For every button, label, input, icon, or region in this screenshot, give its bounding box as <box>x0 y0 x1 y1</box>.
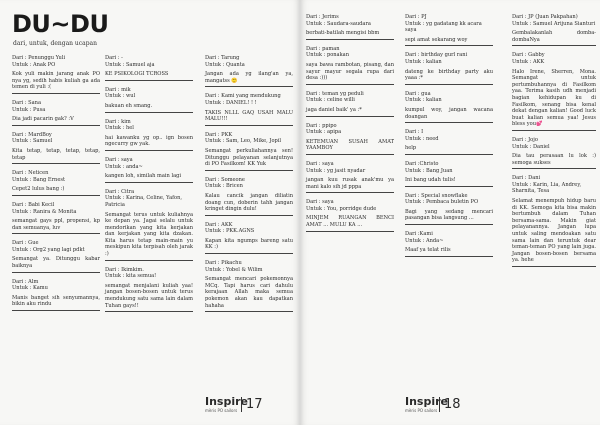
message-entry <box>306 123 394 155</box>
message-entry <box>105 189 193 261</box>
message-text: Manis banget sih senyumannya, bikin aku rindu <box>12 294 100 308</box>
message-from: Dari : JP (Juan Pakpahan) <box>512 14 578 20</box>
message-to: Untuk : kalian <box>405 58 442 65</box>
message-to: Untuk : Daniel <box>512 143 550 150</box>
message-from: Dari : teman yg peduli <box>306 90 364 97</box>
message-to: Untuk : Yobel & Wilim <box>205 266 263 273</box>
right-column-1 <box>306 14 394 238</box>
message-to: Untuk : hel <box>105 125 134 132</box>
message-to: Untuk : Quanta <box>205 61 245 68</box>
message-to: Untuk : wul <box>105 93 136 100</box>
message-from: Dari : Tarung <box>205 55 240 61</box>
message-to: Untuk : Saudara-saudara <box>306 20 371 27</box>
left-column-1 <box>12 55 100 317</box>
message-text: TAKIS NLLL GAQ USAH MALU MALU!!! <box>205 109 293 123</box>
message-to: Untuk : Sam, Leo, Mike, Jopil <box>205 138 282 145</box>
page-subtitle: dari, untuk, dengan ucapan <box>13 40 98 47</box>
message-to: Untuk : kalian <box>405 97 442 104</box>
message-text: Gembalakanlah domba-dombaNya <box>512 30 596 43</box>
message-entry <box>405 193 493 225</box>
message-entry <box>12 100 100 126</box>
message-entry <box>405 14 493 46</box>
message-entry <box>306 91 394 117</box>
footer-brand: Inspire <box>205 395 249 408</box>
message-to: Untuk : PKK.AGNS <box>205 228 255 235</box>
message-text: help <box>405 145 417 152</box>
message-text: Dia tau perasaan lu lok :) semoga sukses <box>512 153 596 166</box>
message-to: Untuk : need <box>405 135 439 142</box>
message-from: Dari : - <box>105 55 123 61</box>
message-to: Untuk : Anak PO <box>12 61 56 68</box>
message-from: Dari : Alm <box>12 278 39 285</box>
page-number: 17 <box>241 397 263 412</box>
message-text: saya bawa rambotan, pisang, dan sayur mayur segala rupa dari desa :))) <box>306 61 394 82</box>
message-to: Untuk : Karin, Lia, Andrey, Sharnita, Tesa <box>512 181 582 195</box>
message-text: hai kawanku yg op.. ign bosen ngecurry gw yak. <box>105 134 193 148</box>
message-to: Untuk : Bricen <box>205 183 243 190</box>
footer-tagline: mèris PO sailors <box>205 408 238 413</box>
message-entry <box>105 87 193 113</box>
left-column-2 <box>105 55 193 318</box>
message-from: Dari : paman <box>306 45 340 52</box>
message-entry <box>512 14 596 46</box>
message-entry <box>306 161 394 193</box>
message-entry <box>205 260 293 312</box>
message-entry <box>12 279 100 311</box>
message-entry <box>105 267 193 313</box>
right-page <box>300 0 600 425</box>
page-footer <box>205 395 263 413</box>
message-entry <box>12 132 100 164</box>
message-text: Cepet2 lulus bang :) <box>12 186 65 193</box>
message-entry <box>512 52 596 131</box>
message-text: kumpul woy, jangan wacana doangan <box>405 106 493 120</box>
message-entry <box>105 55 193 81</box>
message-from: Dari : Gabby <box>512 52 545 59</box>
message-from: Dari : mik <box>105 86 131 93</box>
message-entry <box>12 55 100 94</box>
message-entry <box>205 132 293 171</box>
message-text: Semangat ya. Ditunggu kabar baiknya <box>12 256 100 270</box>
message-to: Untuk : Kamu <box>12 285 48 292</box>
left-column-3 <box>205 55 293 318</box>
message-text: kangen loh, similah main lagi <box>105 173 182 180</box>
message-text: semangat menjalani kuliah yaa! jangan bosen-bosen untuk terus mendukung satu sama lain dalam Tuhan gays!! <box>105 282 193 309</box>
message-from: Dari : Penunggu Yuli <box>12 55 66 61</box>
message-from: Dari : kim <box>105 118 131 125</box>
message-entry <box>405 129 493 155</box>
message-from: Dari : gua <box>405 90 431 97</box>
message-to: Untuk : Pembaca buletin PO <box>405 199 479 206</box>
message-from: Dari : Pikachu <box>205 260 242 267</box>
page-footer <box>405 395 461 413</box>
message-text: Semangat terus untuk kuliahnya ke depan ya. Jagai selalu untuk mendorikan yang kita kerjakan dan kerjakan yang kita dzakan. Kita harus tetap main-main yu meskipun kita terpisah oleh jarak :) <box>105 211 193 258</box>
right-column-3 <box>512 14 596 273</box>
footer-brand: Inspire <box>405 395 449 408</box>
message-text: Semangat mencari pokemonnya MCq. Tapi harus cari dahulu kerajaan Allah maka semua pokemon akan kau dapatkan hahaha <box>205 276 293 309</box>
message-to: Untuk : DANIEL! ! ! <box>205 99 257 106</box>
message-entry <box>512 137 596 169</box>
message-entry <box>306 46 394 85</box>
message-from: Dari : Someone <box>205 176 245 183</box>
message-entry <box>12 170 100 196</box>
message-from: Dari : Sana <box>12 99 41 106</box>
message-from: Dari : AKK <box>205 221 233 228</box>
message-to: Untuk : kita semua! <box>105 273 157 280</box>
message-to: Untuk : Ranira & Monita <box>12 208 77 215</box>
message-text: bakuan eh smang. <box>105 102 153 109</box>
message-to: Untuk : Bang Juan <box>405 167 453 174</box>
message-to: Untuk : Pusa <box>12 106 46 113</box>
message-from: Dari : ppipo <box>306 122 337 129</box>
message-text: Kita tetap, tetap, tetap, tetap, tetap <box>12 147 100 161</box>
message-from: Dari : PJ <box>405 14 427 20</box>
message-from: Dari :Christo <box>405 160 439 167</box>
message-text: berbati-batilah mengisi bbm <box>306 30 380 37</box>
message-text: Kapan kita ngumps bareng satu KK :) <box>205 237 293 251</box>
message-entry <box>405 161 493 187</box>
message-to: Untuk : Samuel aja <box>105 61 155 68</box>
message-from: Dari : saya <box>306 199 334 206</box>
message-to: Untuk : ponakan <box>306 52 349 59</box>
message-to: Untuk : apipa <box>306 129 342 136</box>
message-text: Dia jadi pacarin gak? :V <box>12 116 74 123</box>
message-text: Jangan ada yg ilang'an ya, mangatss 🙂 <box>205 71 293 84</box>
message-entry <box>205 55 293 87</box>
message-entry <box>205 93 293 125</box>
message-from: Dari : birthday gurl rani <box>405 52 468 59</box>
message-to: Untuk : Karina, Celine, Yafon, Patricia <box>105 195 182 208</box>
message-text: KE PSIKOLOGI TCROSS <box>105 71 169 78</box>
message-from: Dari : PKK <box>205 131 233 138</box>
message-entry <box>12 202 100 234</box>
message-to: Untuk : Org2 yang lagi pdkt <box>12 246 85 253</box>
message-text: Ini bang udah tulis! <box>405 177 456 184</box>
message-from: Dari : Dani <box>512 175 541 182</box>
message-text: jaga daniel baik' ya :* <box>306 106 362 113</box>
message-from: Dari : MardBoy <box>12 131 52 138</box>
message-to: Untuk : AKK <box>512 58 545 65</box>
message-from: Dari : Citra <box>105 188 135 195</box>
message-from: Dari : Jojo <box>512 136 538 143</box>
message-to: Untuk : Samuel <box>12 138 53 145</box>
message-text: KETEMUAN SUSAH AMAT YAAMBOY <box>306 138 394 152</box>
message-from: Dari : Jerims <box>306 14 339 20</box>
message-text: Halo Irene, Sherren, Mona. Semangat untuk pertumbuhannya di Fasilkom yaa. Terima kasih udh menjadi bagian kehidupan ku di Fasilkom, senang bisa kenal dekat dengan kalian! Good luck buat kalian semua yaa! Jesus bless you💕 <box>512 68 596 128</box>
message-text: semangat gays ppl, propensi, kp dan semuanya, luv <box>12 218 100 231</box>
right-column-2 <box>405 14 493 263</box>
message-to: Untuk : anda~ <box>105 163 143 170</box>
message-from: Dari :Kami <box>405 231 433 238</box>
message-text: Selamat menempuh hidup baru di KK. Semoga kita bisa makin bertumbuh dalam Tuhan bersama-sama. Makin giat pelayanannya. Jangan lupa untuk saling mendoakan satu sama lain dan teruntuk dear teman-teman PO yang lain juga. Jangan bosen-bosen bersama ya. hehe <box>512 198 596 264</box>
message-to: Untuk : yg gadatang kk acara saya <box>405 20 482 34</box>
message-text: Semangat perkuliahannya sen! Ditunggu pelayanan selanjutnya di PO Fasilkom! KK Yuk <box>205 147 293 168</box>
message-text: jangan kuu rusak anak'mu ya mani kalo sih jd pppa <box>306 177 394 190</box>
message-text: MINJEM RUANGAN BENCI AMAT ... MULU KA ... <box>306 215 394 229</box>
message-to: Untuk : yg jasit nyadar <box>306 167 366 174</box>
message-text: Bagi yang sedang mencari pasangan bisa langsung ... <box>405 208 493 222</box>
message-from: Dari : saya <box>105 156 133 163</box>
message-to: Untuk : Anda~ <box>405 237 444 244</box>
message-entry <box>105 119 193 151</box>
message-from: Dari : Neticen <box>12 170 49 177</box>
message-from: Dari : Kami yang mendukung <box>205 93 281 100</box>
message-entry <box>405 52 493 84</box>
message-to: Untuk : Samuel Arijuna Sianturi <box>512 20 596 27</box>
message-from: Dari : Babi Kecil <box>12 201 55 208</box>
page-number: 18 <box>439 397 461 412</box>
message-entry <box>205 177 293 216</box>
message-from: Dari : I <box>405 129 424 136</box>
message-to: Untuk : Bang Ernest <box>12 176 65 183</box>
message-entry <box>405 91 493 123</box>
message-text: Kok yuli makin jarang anak PO nya yg, sedih habis kuliah ga ada temen di yuli :( <box>12 71 100 91</box>
message-from: Dari : Special snowflake <box>405 192 468 199</box>
message-text: dateng ke birthday party aku yaaa :* <box>405 68 493 82</box>
message-from: Dari : Gue <box>12 240 39 247</box>
page-title: DU~DU <box>12 10 109 38</box>
message-entry <box>105 157 193 183</box>
message-text: sepi amat sekarang woy <box>405 36 468 43</box>
message-from: Dari : saya <box>306 160 334 167</box>
message-entry <box>12 240 100 272</box>
message-from: Dari : Ikimkim. <box>105 266 144 273</box>
message-entry <box>205 222 293 254</box>
footer-tagline: mèris PO sailors <box>405 408 438 413</box>
message-to: Untuk : celine willi <box>306 97 355 104</box>
message-to: Untuk : You, porridge dude <box>306 205 377 212</box>
message-entry <box>405 231 493 257</box>
message-text: Kalau cancik jangan diliatin doang cun, doberin tahh jangan kringet dingin dulu! <box>205 192 293 213</box>
message-text: Maaf ya telat rilis <box>405 247 451 254</box>
message-entry <box>306 199 394 231</box>
message-entry <box>306 14 394 40</box>
message-entry <box>512 175 596 267</box>
